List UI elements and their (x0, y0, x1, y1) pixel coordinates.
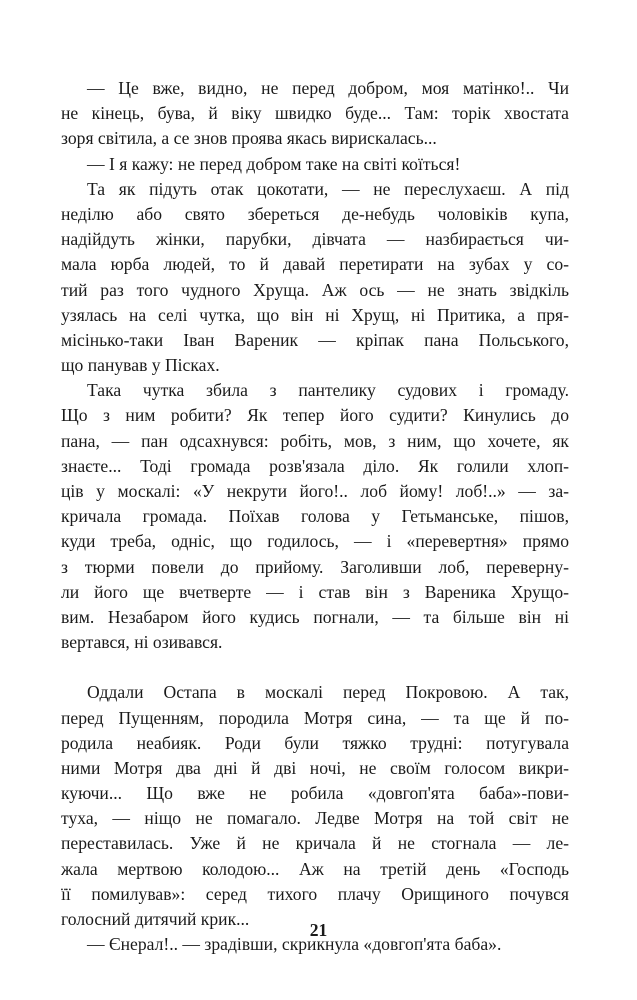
text-line: вертався, ні озивався. (61, 632, 223, 653)
text-line: куючи... Що вже не робила «довгоп'ята баба»-пови- (61, 783, 569, 804)
text-line: тий раз того чудного Хруща. Аж ось — не знать звідкіль (61, 279, 569, 300)
text-line: не кінець, бува, й віку швидко буде... Там: торік хвостата (61, 103, 569, 124)
text-line: надійдуть жінки, парубки, дівчата — назбирається чи- (61, 229, 569, 250)
text-line: вим. Незабаром його кудись погнали, — та більше він ні (61, 606, 569, 627)
text-line: місінько-таки Іван Вареник — кріпак пана Польського, (61, 329, 569, 350)
text-line: Оддали Остапа в москалі перед Покровою. А так, (87, 682, 569, 703)
text-line: що панував у Пісках. (61, 355, 220, 376)
text-line: знаєте... Тоді громада розв'язала діло. Як голили хлоп- (61, 455, 569, 476)
paragraph (61, 76, 569, 152)
book-page-text (61, 76, 569, 957)
text-line: Та як підуть отак цокотати, — не переслухаєш. А під (87, 178, 569, 199)
text-line: родила неабияк. Роди були тяжко трудні: потугувала (61, 732, 569, 753)
text-line: куди треба, одніс, що годилось, — і «перевертня» прямо (61, 531, 569, 552)
text-line: мала юрба людей, то й давай перетирати на зубах у со- (61, 254, 569, 275)
text-line: узялась на селі чутка, що він ні Хрущ, ні Притика, а пря- (61, 304, 569, 325)
text-line: — Єнерал!.. — зрадівши, скрикнула «довгоп'ята баба». (87, 934, 502, 955)
section-break (61, 655, 569, 680)
text-line: жала мертвою колодою... Аж на третій день «Господь (61, 858, 569, 879)
text-line: ців у москалі: «У некрути його!.. лоб йому! лоб!..» — за- (61, 481, 569, 501)
text-line: перед Пущенням, породила Мотря сина, — та ще й по- (61, 707, 569, 728)
paragraph (61, 680, 569, 932)
text-line: Що з ним робити? Як тепер його судити? Кинулись до (61, 405, 569, 426)
paragraph (61, 378, 569, 655)
page-number: 21 (309, 920, 328, 940)
text-line: — Це вже, видно, не перед добром, моя матінко!.. Чи (87, 78, 569, 98)
text-line: переставилась. Уже й не кричала й не стогнала — ле- (61, 833, 569, 854)
text-line: неділю або свято збереться де-небудь чоловіків купа, (61, 203, 569, 224)
paragraph (61, 152, 569, 177)
text-line: зоря світила, а се знов проява якась вирискалась... (61, 128, 437, 149)
text-line: туха, — ніщо не помагало. Ледве Мотря на той світ не (61, 808, 569, 829)
paragraph (61, 177, 569, 379)
text-line: — І я кажу: не перед добром таке на світі коїться! (87, 153, 461, 174)
text-line: з тюрми повели до прийому. Заголивши лоб, переверну- (61, 556, 569, 577)
text-line: голосний дитячий крик... (61, 909, 250, 929)
text-line: її помилував»: серед тихого плачу Орищиного почувся (61, 883, 569, 904)
text-line: Така чутка збила з пантелику судових і громаду. (87, 380, 569, 401)
text-line: ли його ще вчетверте — і став він з Вареника Хрущо- (61, 581, 569, 602)
text-line: ними Мотря два дні й дві ночі, не своїм голосом викри- (61, 757, 569, 778)
text-line: кричала громада. Поїхав голова у Гетьманське, пішов, (61, 506, 569, 527)
text-line: пана, — пан одсахнувся: робіть, мов, з ним, що хочете, як (61, 430, 569, 451)
